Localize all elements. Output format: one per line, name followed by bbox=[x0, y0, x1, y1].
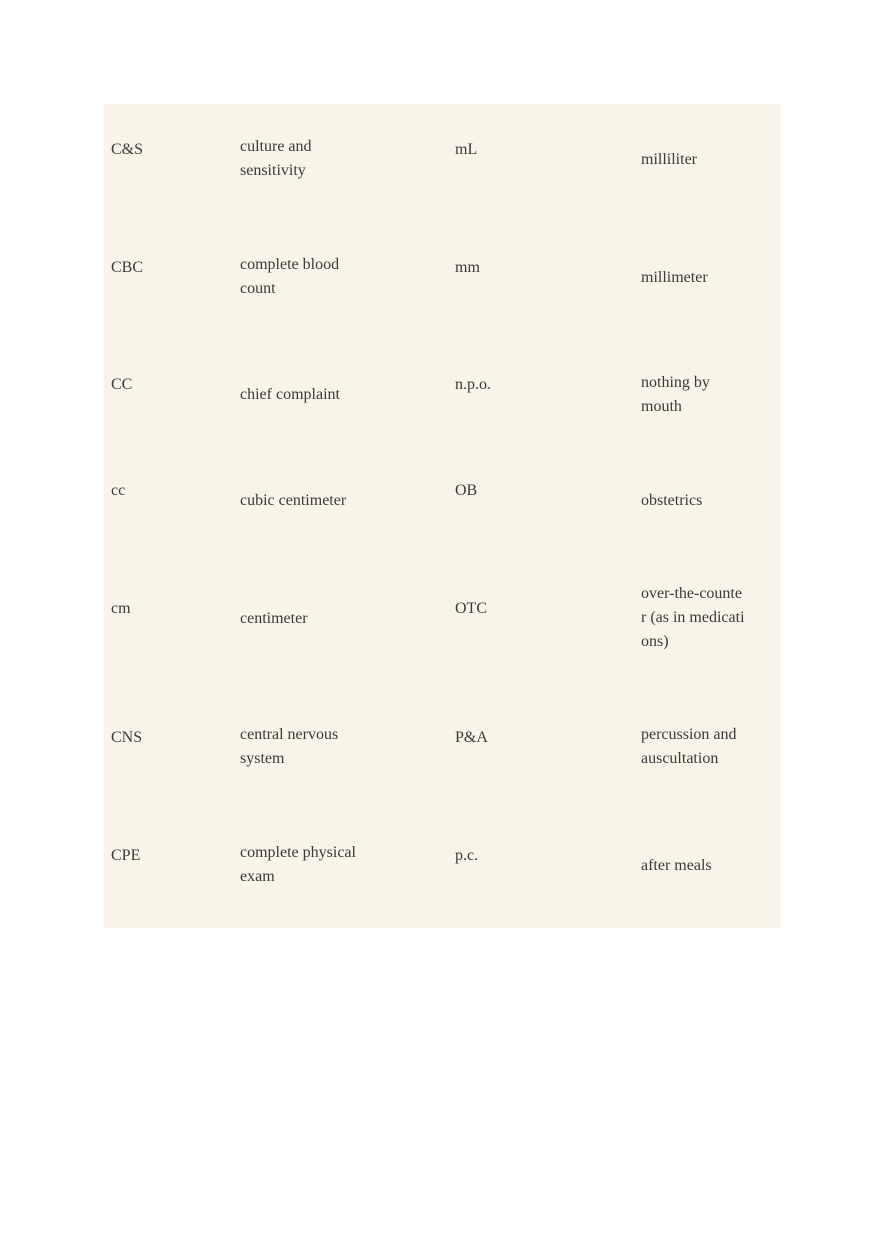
abbreviation-cell: cc bbox=[111, 482, 126, 499]
abbreviation-cell: OB bbox=[455, 482, 478, 499]
definition-cell: over-the-counter (as in medications) bbox=[641, 585, 745, 650]
abbreviation-cell: C&S bbox=[111, 141, 144, 158]
abbreviation-cell: p.c. bbox=[455, 847, 479, 864]
definition-cell: central nervous system bbox=[240, 726, 339, 767]
definition-cell: complete physical exam bbox=[240, 844, 356, 885]
abbreviation-cell: CPE bbox=[111, 847, 141, 864]
definition-cell: cubic centimeter bbox=[240, 492, 347, 509]
definition-cell: obstetrics bbox=[641, 492, 703, 509]
abbreviation-cell: CBC bbox=[111, 259, 144, 276]
abbreviation-cell: mL bbox=[455, 141, 478, 158]
definition-cell: after meals bbox=[641, 857, 712, 874]
abbreviation-cell: cm bbox=[111, 600, 131, 617]
definition-cell: nothing by mouth bbox=[641, 374, 710, 415]
abbreviation-cell: P&A bbox=[455, 729, 488, 746]
definition-cell: complete blood count bbox=[240, 256, 340, 297]
definition-cell: millimeter bbox=[641, 269, 708, 286]
definition-cell: culture and sensitivity bbox=[240, 138, 312, 179]
abbreviation-cell: OTC bbox=[455, 600, 487, 617]
definition-cell: chief complaint bbox=[240, 386, 340, 403]
definition-cell: centimeter bbox=[240, 610, 308, 627]
abbreviation-cell: n.p.o. bbox=[455, 376, 491, 393]
definition-cell: percussion and auscultation bbox=[641, 726, 737, 767]
definition-cell: milliliter bbox=[641, 151, 697, 168]
abbreviation-cell: CC bbox=[111, 376, 133, 393]
abbreviation-cell: CNS bbox=[111, 729, 143, 746]
abbreviation-table bbox=[104, 104, 781, 928]
abbreviation-cell: mm bbox=[455, 259, 480, 276]
